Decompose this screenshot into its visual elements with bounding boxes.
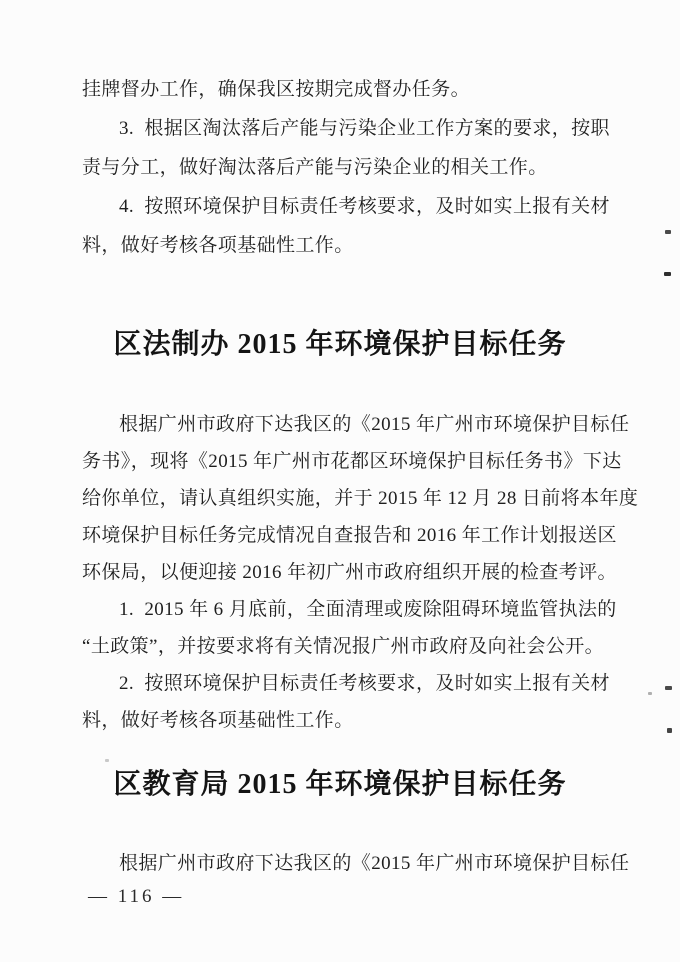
scan-artifact — [648, 692, 652, 695]
text-line: 料，做好考核各项基础性工作。 — [82, 235, 354, 256]
text-line: 务书》，现将《2015 年广州市花都区环境保护目标任务书》下达 — [82, 451, 622, 472]
text-line: 根据广州市政府下达我区的《2015 年广州市环境保护目标任 — [119, 853, 630, 874]
section2-body-block — [82, 845, 630, 882]
text-line: 责与分工，做好淘汰落后产能与污染企业的相关工作。 — [82, 157, 548, 178]
text-line: 料，做好考核各项基础性工作。 — [82, 710, 354, 731]
text-line: 4. 按照环境保护目标责任考核要求，及时如实上报有关材 — [119, 196, 610, 217]
text-line: 1. 2015 年 6 月底前，全面清理或废除阻碍环境监管执法的 — [119, 599, 617, 620]
text-line: “土政策”，并按要求将有关情况报广州市政府及向社会公开。 — [82, 636, 605, 657]
scan-artifact — [105, 759, 109, 762]
text-line: 环境保护目标任务完成情况自查报告和 2016 年工作计划报送区 — [82, 525, 617, 546]
text-line: 根据广州市政府下达我区的《2015 年广州市环境保护目标任 — [119, 414, 630, 435]
text-line: 3. 根据区淘汰落后产能与污染企业工作方案的要求，按职 — [119, 118, 610, 139]
section-heading: 区法制办 2015 年环境保护目标任务 — [113, 329, 567, 360]
text-line: 2. 按照环境保护目标责任考核要求，及时如实上报有关材 — [119, 673, 610, 694]
page-number: — 116 — — [88, 886, 185, 907]
intro-paragraph-block — [82, 70, 612, 265]
scan-artifact — [665, 230, 671, 234]
text-line: 环保局，以便迎接 2016 年初广州市政府组织开展的检查考评。 — [82, 562, 617, 583]
text-line: 给你单位，请认真组织实施，并于 2015 年 12 月 28 日前将本年度 — [82, 488, 639, 509]
scan-artifact — [667, 728, 672, 733]
section-heading: 区教育局 2015 年环境保护目标任务 — [113, 769, 567, 800]
scan-artifact — [664, 272, 671, 276]
scan-artifact — [665, 686, 672, 690]
text-line: 挂牌督办工作，确保我区按期完成督办任务。 — [82, 79, 471, 100]
section1-body-block — [82, 406, 639, 739]
